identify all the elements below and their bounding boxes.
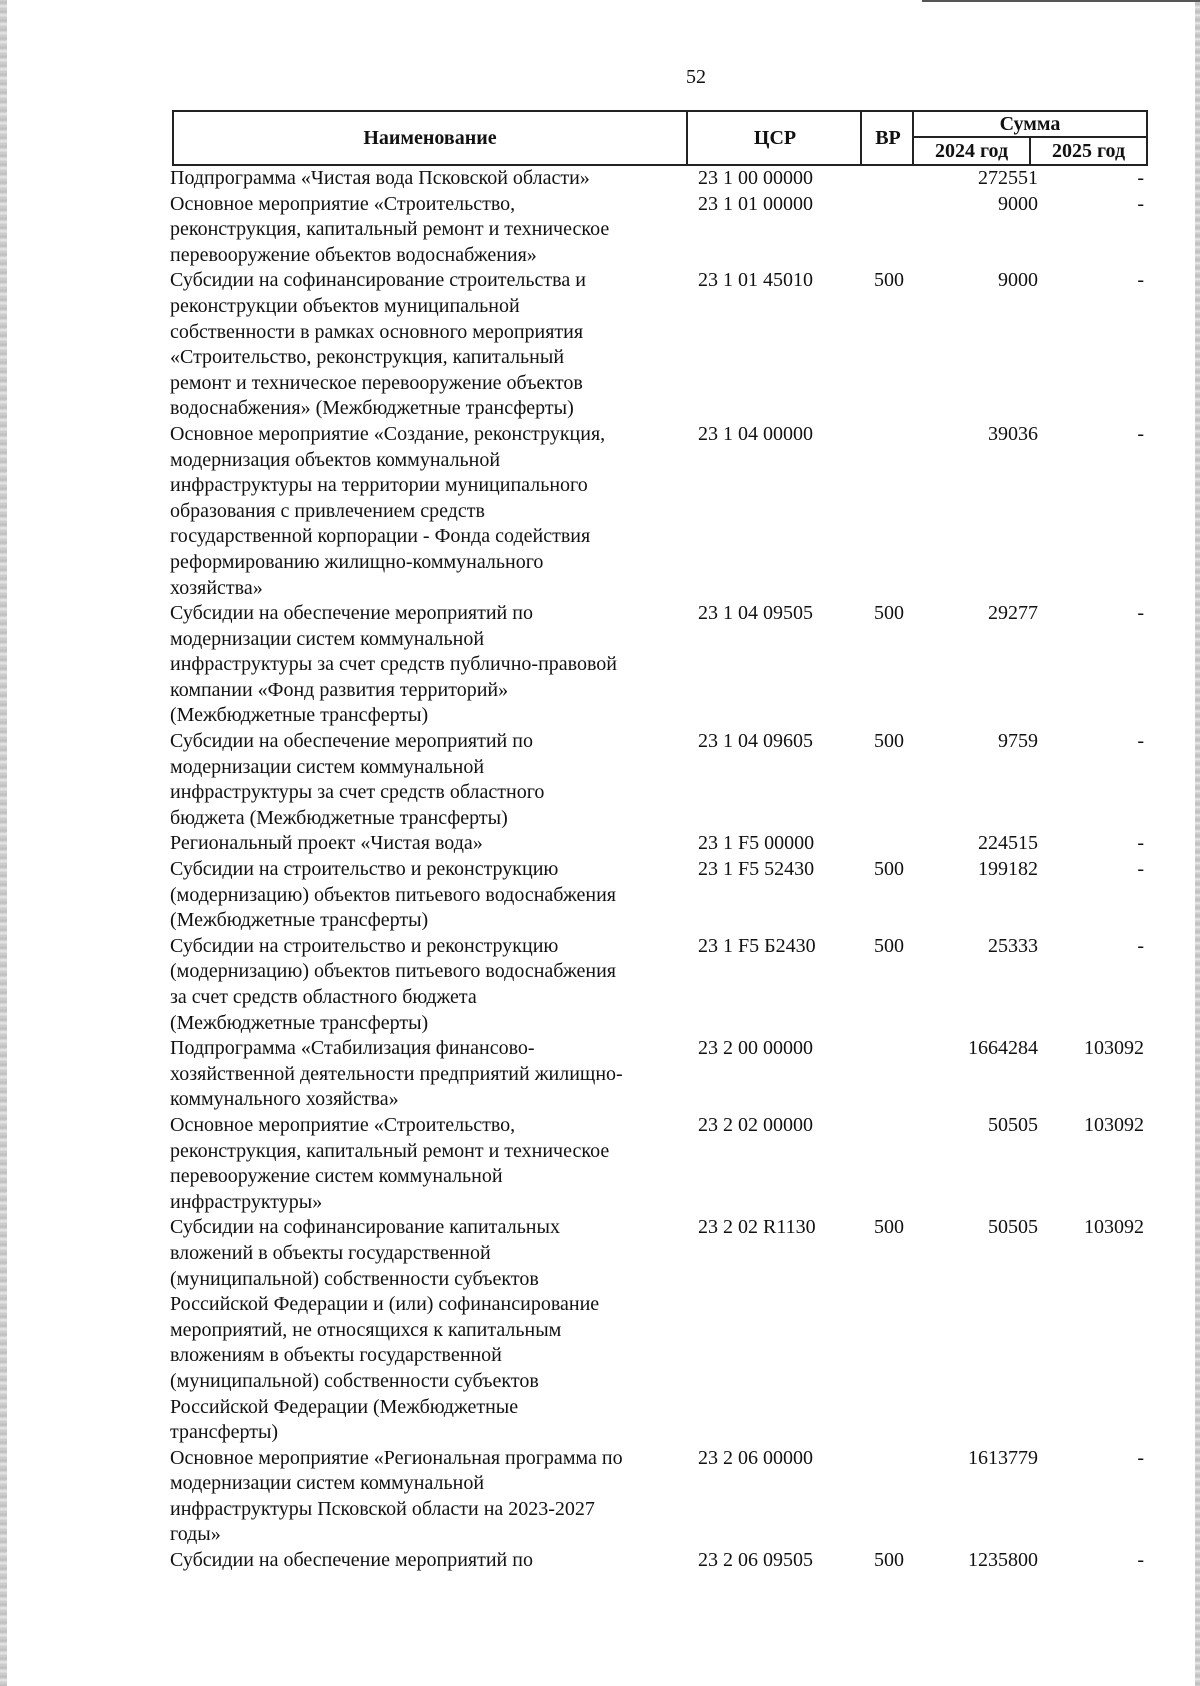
row-csr: 23 1 F5 52430 [698, 858, 815, 881]
row-sum-2024: 9000 [998, 192, 1038, 215]
row-sum-2025: - [1137, 167, 1144, 189]
scan-edge-right [1195, 0, 1200, 1686]
row-sum-2024: 29277 [988, 602, 1038, 625]
row-name: Субсидии на софинансирование строительства и реконструкции объектов муниципальной собственности в рамках основного мероприятия «Строительство, реконструкция, капитальный ремонт и техническое перевооружение объектов водоснабжения» (Межбюджетные трансферты) [170, 269, 586, 420]
row-name: Региональный проект «Чистая вода» [170, 832, 483, 855]
row-sum-2024: 224515 [978, 832, 1038, 855]
row-vr: 500 [874, 602, 904, 625]
table-row [168, 268, 1148, 422]
row-csr: 23 2 06 00000 [698, 1446, 813, 1469]
row-name: Субсидии на обеспечение мероприятий по модернизации систем коммунальной инфраструктуры за счет средств публично-правовой компании «Фонд развития территорий» (Межбюджетные трансферты) [170, 602, 617, 727]
row-sum-2024: 1664284 [968, 1037, 1038, 1060]
row-sum-2024: 9759 [998, 730, 1038, 753]
row-csr: 23 2 02 00000 [698, 1113, 813, 1136]
scan-top-rule [922, 0, 1200, 2]
row-name: Подпрограмма «Стабилизация финансово- хозяйственной деятельности предприятий жилищно- коммунального хозяйства» [170, 1037, 623, 1111]
row-sum-2024: 9000 [998, 269, 1038, 292]
row-csr: 23 1 01 45010 [698, 269, 813, 292]
row-sum-2024: 50505 [988, 1113, 1038, 1136]
row-sum-2025: 103092 [1084, 1216, 1144, 1239]
row-sum-2024: 1235800 [968, 1549, 1038, 1572]
header-year-2025: 2025 год [1029, 138, 1146, 164]
header-year-2024: 2024 год [912, 138, 1029, 164]
table-row [168, 934, 1148, 1036]
row-csr: 23 1 00 00000 [698, 167, 813, 189]
page-number-container [0, 66, 1200, 96]
table-body [168, 166, 1148, 1574]
table-row [168, 729, 1148, 831]
table-row [168, 422, 1148, 601]
table-row [168, 601, 1148, 729]
header-vr: ВР [860, 112, 914, 164]
row-csr: 23 1 F5 Б2430 [698, 934, 816, 957]
row-sum-2025: - [1137, 192, 1144, 215]
row-name: Субсидии на строительство и реконструкцию (модернизацию) объектов питьевого водоснабжения (Межбюджетные трансферты) [170, 858, 616, 932]
row-sum-2025: - [1137, 1446, 1144, 1469]
table-row [168, 1446, 1148, 1548]
table-row [168, 166, 1148, 192]
table-row [168, 1548, 1148, 1574]
row-sum-2025: - [1137, 858, 1144, 881]
row-csr: 23 1 01 00000 [698, 192, 813, 215]
table-row [168, 1113, 1148, 1215]
row-csr: 23 2 00 00000 [698, 1037, 813, 1060]
header-sum: Сумма [912, 112, 1146, 138]
row-name: Основное мероприятие «Строительство, реконструкция, капитальный ремонт и техническое перевооружение объектов водоснабжения» [170, 192, 610, 266]
row-name: Субсидии на софинансирование капитальных вложений в объекты государственной (муниципальной) собственности субъектов Российской Федерации и (или) софинансирование мероприятий, не относящихся к капитальным вложениям в объекты государственной (муниципальной) собственности субъектов Российской Федерации (Межбюджетные трансферты) [170, 1216, 600, 1444]
row-sum-2024: 1613779 [968, 1446, 1038, 1469]
table-row [168, 831, 1148, 857]
header-name: Наименование [363, 126, 497, 149]
row-name: Субсидии на строительство и реконструкцию (модернизацию) объектов питьевого водоснабжения за счет средств областного бюджета (Межбюджетные трансферты) [170, 934, 616, 1034]
table-row [168, 192, 1148, 269]
row-sum-2025: - [1137, 1549, 1144, 1572]
row-sum-2024: 272551 [978, 167, 1038, 189]
row-csr: 23 1 04 09505 [698, 602, 813, 625]
row-sum-2025: - [1137, 602, 1144, 625]
row-sum-2025: 103092 [1084, 1037, 1144, 1060]
row-sum-2024: 199182 [978, 858, 1038, 881]
row-sum-2025: - [1137, 422, 1144, 445]
row-sum-2024: 39036 [988, 422, 1038, 445]
row-vr: 500 [874, 730, 904, 753]
row-name: Подпрограмма «Чистая вода Псковской области» [170, 167, 590, 189]
row-csr: 23 1 F5 00000 [698, 832, 815, 855]
row-name: Основное мероприятие «Региональная программа по модернизации систем коммунальной инфраструктуры Псковской области на 2023-2027 годы» [170, 1446, 623, 1546]
row-vr: 500 [874, 858, 904, 881]
row-sum-2025: - [1137, 730, 1144, 753]
table-row [168, 1215, 1148, 1445]
table-row [168, 1036, 1148, 1113]
row-name: Субсидии на обеспечение мероприятий по модернизации систем коммунальной инфраструктуры за счет средств областного бюджета (Межбюджетные трансферты) [170, 730, 545, 829]
row-csr: 23 1 04 00000 [698, 422, 813, 445]
table-row [168, 857, 1148, 934]
row-csr: 23 2 02 R1130 [698, 1216, 816, 1239]
row-vr: 500 [874, 269, 904, 292]
row-vr: 500 [874, 1216, 904, 1239]
row-sum-2025: 103092 [1084, 1113, 1144, 1136]
row-name: Основное мероприятие «Строительство, реконструкция, капитальный ремонт и техническое перевооружение систем коммунальной инфраструктуры» [170, 1113, 610, 1213]
table-header [172, 110, 1148, 166]
row-vr: 500 [874, 934, 904, 957]
row-name: Основное мероприятие «Создание, реконструкция, модернизация объектов коммунальной инфраструктуры на территории муниципального образования с привлечением средств государственной корпорации - Фонда содействия реформированию жилищно-коммунального хозяйства» [170, 422, 606, 599]
page-number: 52 [686, 66, 706, 88]
row-csr: 23 2 06 09505 [698, 1549, 813, 1572]
scan-edge-left [0, 0, 7, 1686]
row-sum-2025: - [1137, 269, 1144, 292]
row-vr: 500 [874, 1549, 904, 1572]
row-sum-2024: 50505 [988, 1216, 1038, 1239]
row-sum-2024: 25333 [988, 934, 1038, 957]
header-csr: ЦСР [686, 112, 862, 164]
row-sum-2025: - [1137, 934, 1144, 957]
row-name: Субсидии на обеспечение мероприятий по [170, 1549, 533, 1572]
row-csr: 23 1 04 09605 [698, 730, 813, 753]
row-sum-2025: - [1137, 832, 1144, 855]
